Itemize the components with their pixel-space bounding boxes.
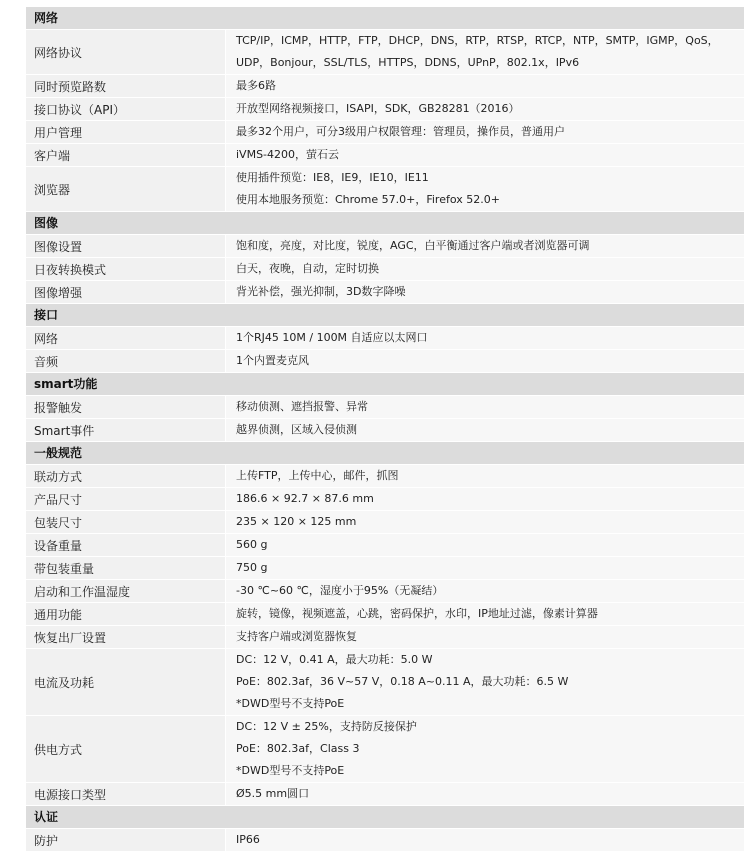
spec-label: 图像增强 xyxy=(26,281,226,303)
spec-label: 网络协议 xyxy=(26,30,226,74)
spec-label: 通用功能 xyxy=(26,603,226,625)
spec-values xyxy=(226,557,744,579)
spec-row xyxy=(26,716,744,783)
spec-value: 使用本地服务预览：Chrome 57.0+，Firefox 52.0+ xyxy=(236,193,500,206)
spec-row xyxy=(26,783,744,806)
spec-label: 供电方式 xyxy=(26,716,226,782)
spec-value: 1个RJ45 10M / 100M 自适应以太网口 xyxy=(236,331,428,344)
spec-values xyxy=(226,121,744,143)
spec-label: 用户管理 xyxy=(26,121,226,143)
section-header xyxy=(26,212,744,235)
spec-value: 上传FTP，上传中心，邮件，抓图 xyxy=(236,469,399,482)
spec-row xyxy=(26,557,744,580)
spec-value: 560 g xyxy=(236,538,268,551)
spec-label: 图像设置 xyxy=(26,235,226,257)
spec-label: 恢复出厂设置 xyxy=(26,626,226,648)
spec-value: 使用插件预览：IE8，IE9，IE10，IE11 xyxy=(236,171,429,184)
spec-value: 移动侦测、遮挡报警、异常 xyxy=(236,400,368,413)
spec-row xyxy=(26,281,744,304)
spec-row xyxy=(26,121,744,144)
spec-value: TCP/IP，ICMP，HTTP，FTP，DHCP，DNS，RTP，RTSP，RTCP，NTP，SMTP，IGMP，QoS， xyxy=(236,34,719,47)
spec-label: 启动和工作温湿度 xyxy=(26,580,226,602)
spec-value: 白天，夜晚，自动，定时切换 xyxy=(236,262,379,275)
section-title: 一般规范 xyxy=(34,446,83,460)
spec-value: 186.6 × 92.7 × 87.6 mm xyxy=(236,492,374,505)
spec-value: *DWD型号不支持PoE xyxy=(236,697,345,710)
spec-label: 带包装重量 xyxy=(26,557,226,579)
spec-value: 开放型网络视频接口，ISAPI，SDK，GB28281（2016） xyxy=(236,102,520,115)
spec-values xyxy=(226,350,744,372)
spec-row xyxy=(26,626,744,649)
spec-label: 接口协议（API） xyxy=(26,98,226,120)
spec-value: 越界侦测，区域入侵侦测 xyxy=(236,423,357,436)
spec-label: Smart事件 xyxy=(26,419,226,441)
spec-value: 750 g xyxy=(236,561,268,574)
spec-row xyxy=(26,75,744,98)
spec-row xyxy=(26,167,744,212)
spec-value: 背光补偿，强光抑制，3D数字降噪 xyxy=(236,285,406,298)
spec-label: 联动方式 xyxy=(26,465,226,487)
section-title: 图像 xyxy=(34,216,59,230)
section-header xyxy=(26,7,744,30)
spec-value: 最多32个用户，可分3级用户权限管理：管理员，操作员，普通用户 xyxy=(236,125,565,138)
spec-row xyxy=(26,488,744,511)
spec-value: 支持客户端或浏览器恢复 xyxy=(236,630,357,643)
spec-row xyxy=(26,235,744,258)
spec-values xyxy=(226,649,744,715)
spec-row xyxy=(26,350,744,373)
spec-label: 报警触发 xyxy=(26,396,226,418)
spec-value: 最多6路 xyxy=(236,79,276,92)
spec-value: -30 ℃~60 ℃，湿度小于95%（无凝结） xyxy=(236,584,444,597)
spec-label: 客户端 xyxy=(26,144,226,166)
spec-row xyxy=(26,419,744,442)
spec-value: *DWD型号不支持PoE xyxy=(236,764,345,777)
section-title: 认证 xyxy=(34,810,59,824)
spec-row xyxy=(26,465,744,488)
spec-row xyxy=(26,580,744,603)
spec-value: DC：12 V ± 25%，支持防反接保护 xyxy=(236,720,417,733)
spec-value: IP66 xyxy=(236,833,260,846)
spec-row xyxy=(26,327,744,350)
spec-row xyxy=(26,511,744,534)
spec-label: 音频 xyxy=(26,350,226,372)
spec-values xyxy=(226,235,744,257)
spec-value: PoE：802.3af，36 V~57 V，0.18 A~0.11 A，最大功耗：6.5 W xyxy=(236,675,569,688)
spec-value: 1个内置麦克风 xyxy=(236,354,309,367)
section-title: 接口 xyxy=(34,308,59,322)
spec-values xyxy=(226,783,744,805)
section-title: 网络 xyxy=(34,11,59,25)
spec-row xyxy=(26,396,744,419)
spec-values xyxy=(226,829,744,851)
spec-values xyxy=(226,30,744,74)
spec-row xyxy=(26,534,744,557)
section-header xyxy=(26,442,744,465)
spec-label: 设备重量 xyxy=(26,534,226,556)
spec-value: DC：12 V，0.41 A，最大功耗：5.0 W xyxy=(236,653,433,666)
spec-label: 网络 xyxy=(26,327,226,349)
spec-values xyxy=(226,511,744,533)
spec-label: 浏览器 xyxy=(26,167,226,211)
spec-values xyxy=(226,327,744,349)
spec-values xyxy=(226,603,744,625)
spec-label: 电流及功耗 xyxy=(26,649,226,715)
spec-row xyxy=(26,603,744,626)
spec-values xyxy=(226,281,744,303)
spec-values xyxy=(226,626,744,648)
spec-value: 235 × 120 × 125 mm xyxy=(236,515,357,528)
spec-label: 包装尺寸 xyxy=(26,511,226,533)
spec-values xyxy=(226,75,744,97)
spec-row xyxy=(26,258,744,281)
spec-values xyxy=(226,258,744,280)
spec-values xyxy=(226,580,744,602)
spec-row xyxy=(26,144,744,167)
spec-values xyxy=(226,534,744,556)
spec-table xyxy=(26,7,744,852)
spec-label: 产品尺寸 xyxy=(26,488,226,510)
spec-row xyxy=(26,98,744,121)
spec-values xyxy=(226,396,744,418)
spec-label: 日夜转换模式 xyxy=(26,258,226,280)
section-header xyxy=(26,304,744,327)
spec-value: iVMS-4200，萤石云 xyxy=(236,148,340,161)
spec-value: UDP，Bonjour，SSL/TLS，HTTPS，DDNS，UPnP，802.1x，IPv6 xyxy=(236,56,580,69)
spec-values xyxy=(226,144,744,166)
spec-value: PoE：802.3af，Class 3 xyxy=(236,742,360,755)
spec-row xyxy=(26,30,744,75)
spec-value: 旋转，镜像，视频遮盖，心跳，密码保护，水印，IP地址过滤，像素计算器 xyxy=(236,607,598,620)
spec-value: Ø5.5 mm圆口 xyxy=(236,787,310,800)
section-title: smart功能 xyxy=(34,377,98,391)
spec-value: 饱和度，亮度，对比度，锐度，AGC，白平衡通过客户端或者浏览器可调 xyxy=(236,239,590,252)
spec-values xyxy=(226,716,744,782)
spec-values xyxy=(226,419,744,441)
section-header xyxy=(26,373,744,396)
spec-label: 同时预览路数 xyxy=(26,75,226,97)
spec-values xyxy=(226,98,744,120)
spec-row xyxy=(26,649,744,716)
section-header xyxy=(26,806,744,829)
spec-values xyxy=(226,167,744,211)
spec-label: 电源接口类型 xyxy=(26,783,226,805)
spec-values xyxy=(226,488,744,510)
spec-label: 防护 xyxy=(26,829,226,851)
spec-values xyxy=(226,465,744,487)
